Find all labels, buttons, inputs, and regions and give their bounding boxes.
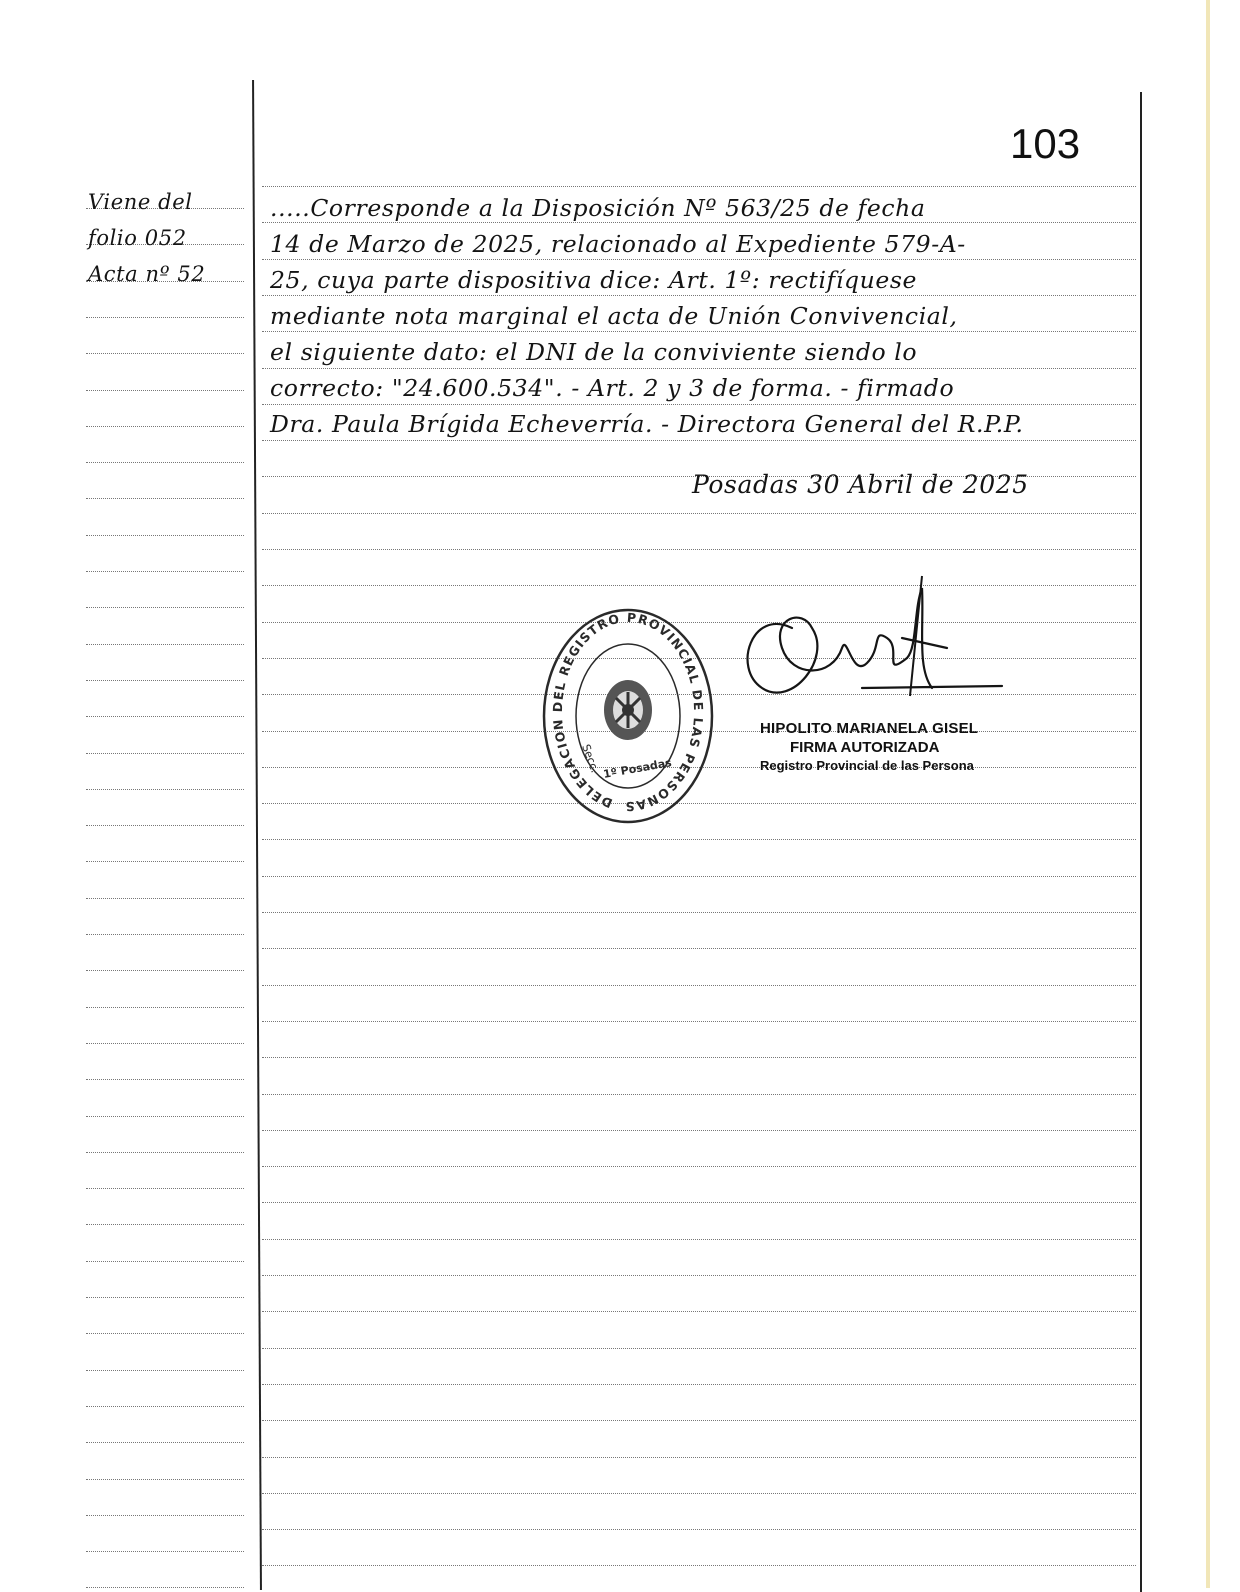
margin-rule-line: [86, 1079, 244, 1080]
margin-note: [88, 184, 248, 292]
rule-line: [262, 948, 1136, 949]
handwritten-signature: [732, 568, 1022, 718]
margin-rule-line: [86, 861, 244, 862]
rule-line: [262, 549, 1136, 550]
rule-line: [262, 1166, 1136, 1167]
entry-body: [270, 190, 1138, 442]
signer-role: FIRMA AUTORIZADA: [790, 739, 940, 756]
entry-line: Dra. Paula Brígida Echeverría. - Directora General del R.P.P.: [270, 410, 1024, 438]
margin-rule-line: [86, 825, 244, 826]
rule-line: [262, 1311, 1136, 1312]
rule-line: [262, 1094, 1136, 1095]
rule-line: [262, 1529, 1136, 1530]
margin-rule-line: [86, 1442, 244, 1443]
place-date: Posadas 30 Abril de 2025: [692, 470, 1029, 499]
official-seal: [542, 606, 714, 826]
margin-rule-line: [86, 716, 244, 717]
right-border-line: [1140, 92, 1142, 1592]
margin-rule-line: [86, 390, 244, 391]
rule-line: [262, 1493, 1136, 1494]
margin-rule-line: [86, 1188, 244, 1189]
margin-rule-line: [86, 571, 244, 572]
margin-rule-line: [86, 1515, 244, 1516]
margin-rule-line: [86, 898, 244, 899]
rule-line: [262, 1130, 1136, 1131]
margin-rule-line: [86, 1007, 244, 1008]
coat-of-arms-icon: [604, 680, 652, 740]
margin-rule-line: [86, 644, 244, 645]
margin-rule-line: [86, 1297, 244, 1298]
entry-line: el siguiente dato: el DNI de la conviviente siendo lo: [270, 338, 918, 366]
margin-note-line: folio 052: [88, 226, 187, 250]
margin-rule-line: [86, 789, 244, 790]
margin-rule-line: [86, 498, 244, 499]
rule-line: [262, 513, 1136, 514]
signature-stamp: [760, 720, 978, 773]
margin-rule-line: [86, 753, 244, 754]
seal-ring-text: DELEGACION DEL REGISTRO PROVINCIAL DE LAS PERSONAS: [549, 609, 707, 815]
margin-rule-line: [86, 1224, 244, 1225]
rule-line: [262, 186, 1136, 187]
rule-line: [262, 1057, 1136, 1058]
margin-rule-line: [86, 1551, 244, 1552]
margin-rule-line: [86, 607, 244, 608]
margin-rule-line: [86, 1479, 244, 1480]
margin-rule-line: [86, 1333, 244, 1334]
margin-rule-line: [86, 1043, 244, 1044]
seal-inner-top-text: Secc.: [579, 742, 602, 775]
entry-line: mediante nota marginal el acta de Unión Convivencial,: [270, 302, 958, 330]
entry-line: correcto: "24.600.534". - Art. 2 y 3 de forma. - firmado: [270, 374, 955, 402]
rule-line: [262, 839, 1136, 840]
margin-rule-line: [86, 934, 244, 935]
margin-rule-line: [86, 970, 244, 971]
rule-line: [262, 1420, 1136, 1421]
rule-line: [262, 985, 1136, 986]
entry-line: 25, cuya parte dispositiva dice: Art. 1º: rectifíquese: [270, 266, 918, 294]
margin-rule-line: [86, 1116, 244, 1117]
rule-line: [262, 1565, 1136, 1566]
margin-note-line: Acta nº 52: [88, 262, 206, 286]
margin-rule-line: [86, 1261, 244, 1262]
entry-line: .....Corresponde a la Disposición Nº 563/25 de fecha: [270, 194, 926, 222]
margin-rule-line: [86, 317, 244, 318]
margin-rule-line: [86, 535, 244, 536]
rule-line: [262, 1457, 1136, 1458]
rule-line: [262, 1021, 1136, 1022]
signer-name: HIPOLITO MARIANELA GISEL: [760, 720, 979, 737]
entry-line: 14 de Marzo de 2025, relacionado al Expediente 579-A-: [270, 230, 966, 258]
rule-line: [262, 876, 1136, 877]
margin-rule-line: [86, 680, 244, 681]
margin-rule-line: [86, 1152, 244, 1153]
rule-line: [262, 1384, 1136, 1385]
margin-note-line: Viene del: [88, 190, 193, 214]
margin-rule-line: [86, 1406, 244, 1407]
margin-rule-line: [86, 462, 244, 463]
seal-inner-bottom-text: 1º Posadas: [602, 756, 673, 781]
rule-line: [262, 1275, 1136, 1276]
rule-line: [262, 1348, 1136, 1349]
margin-rule-line: [86, 426, 244, 427]
margin-divider-line: [252, 80, 262, 1590]
signer-office: Registro Provincial de las Persona: [760, 758, 974, 773]
page-edge: [1206, 0, 1210, 1588]
rule-line: [262, 1202, 1136, 1203]
rule-line: [262, 912, 1136, 913]
rule-line: [262, 1239, 1136, 1240]
folio-number: 103: [1010, 120, 1081, 167]
margin-rule-line: [86, 353, 244, 354]
margin-rule-line: [86, 1370, 244, 1371]
